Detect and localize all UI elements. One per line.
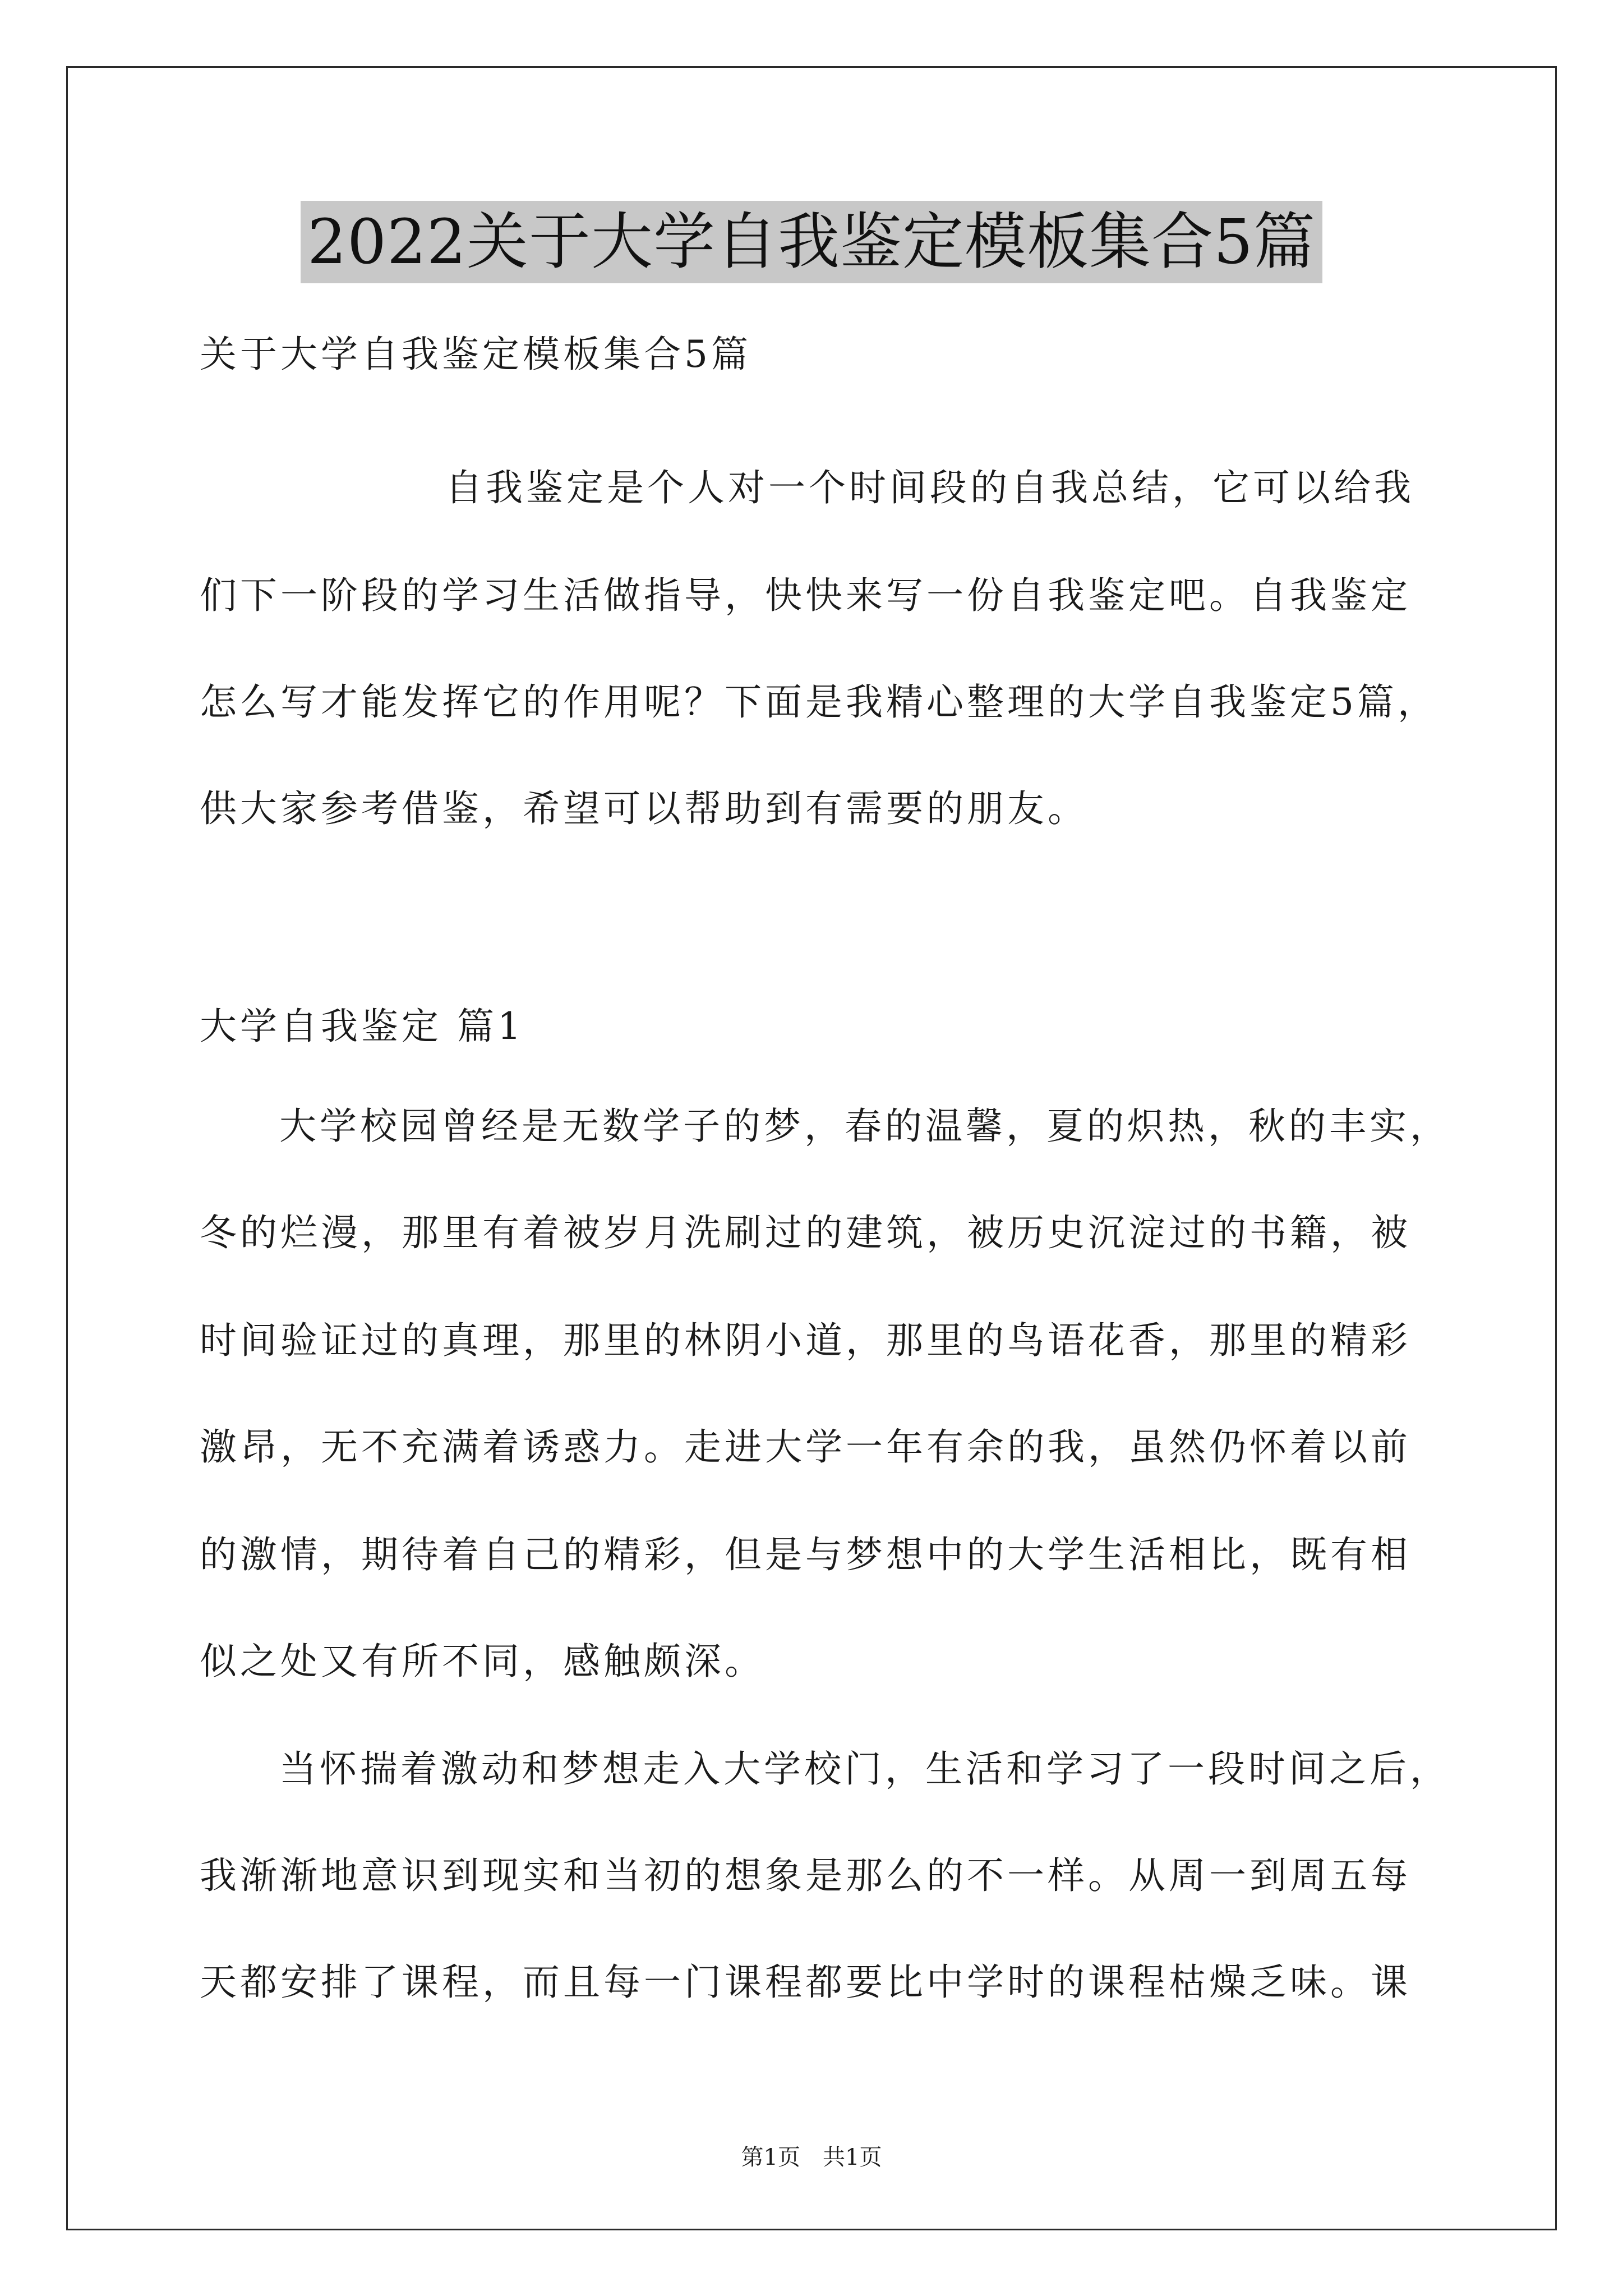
page-number: 第1页	[741, 2145, 800, 2170]
section-heading: 大学自我鉴定 篇1	[200, 1005, 524, 1048]
page-total: 共1页	[823, 2145, 882, 2170]
page-footer	[0, 2142, 1623, 2173]
intro-line: 自我鉴定是个人对一个时间段的自我总结，它可以给我	[445, 466, 1414, 509]
paragraph-line: 大学校园曾经是无数学子的梦，春的温馨，夏的炽热，秋的丰实，	[279, 1105, 1450, 1148]
paragraph-line: 当怀揣着激动和梦想走入大学校门，生活和学习了一段时间之后，	[279, 1747, 1450, 1791]
document-title: 2022关于大学自我鉴定模板集合5篇	[301, 201, 1322, 283]
document-subtitle: 关于大学自我鉴定模板集合5篇	[200, 333, 751, 376]
paragraph-line: 时间验证过的真理，那里的林阴小道，那里的鸟语花香，那里的精彩	[200, 1319, 1411, 1362]
paragraph-line: 天都安排了课程，而且每一门课程都要比中学时的课程枯燥乏味。课	[200, 1961, 1411, 2004]
paragraph-line: 似之处又有所不同，感触颇深。	[200, 1640, 765, 1683]
intro-line: 怎么写才能发挥它的作用呢？下面是我精心整理的大学自我鉴定5篇，	[200, 680, 1438, 724]
intro-line: 供大家参考借鉴，希望可以帮助到有需要的朋友。	[200, 787, 1088, 830]
title-block	[0, 201, 1623, 283]
paragraph-line: 激昂，无不充满着诱惑力。走进大学一年有余的我，虽然仍怀着以前	[200, 1425, 1411, 1469]
intro-line: 们下一阶段的学习生活做指导，快快来写一份自我鉴定吧。自我鉴定	[200, 574, 1411, 617]
paragraph-line: 的激情，期待着自己的精彩，但是与梦想中的大学生活相比，既有相	[200, 1533, 1411, 1576]
paragraph-line: 冬的烂漫，那里有着被岁月洗刷过的建筑，被历史沉淀过的书籍，被	[200, 1211, 1411, 1254]
paragraph-line: 我渐渐地意识到现实和当初的想象是那么的不一样。从周一到周五每	[200, 1854, 1411, 1897]
